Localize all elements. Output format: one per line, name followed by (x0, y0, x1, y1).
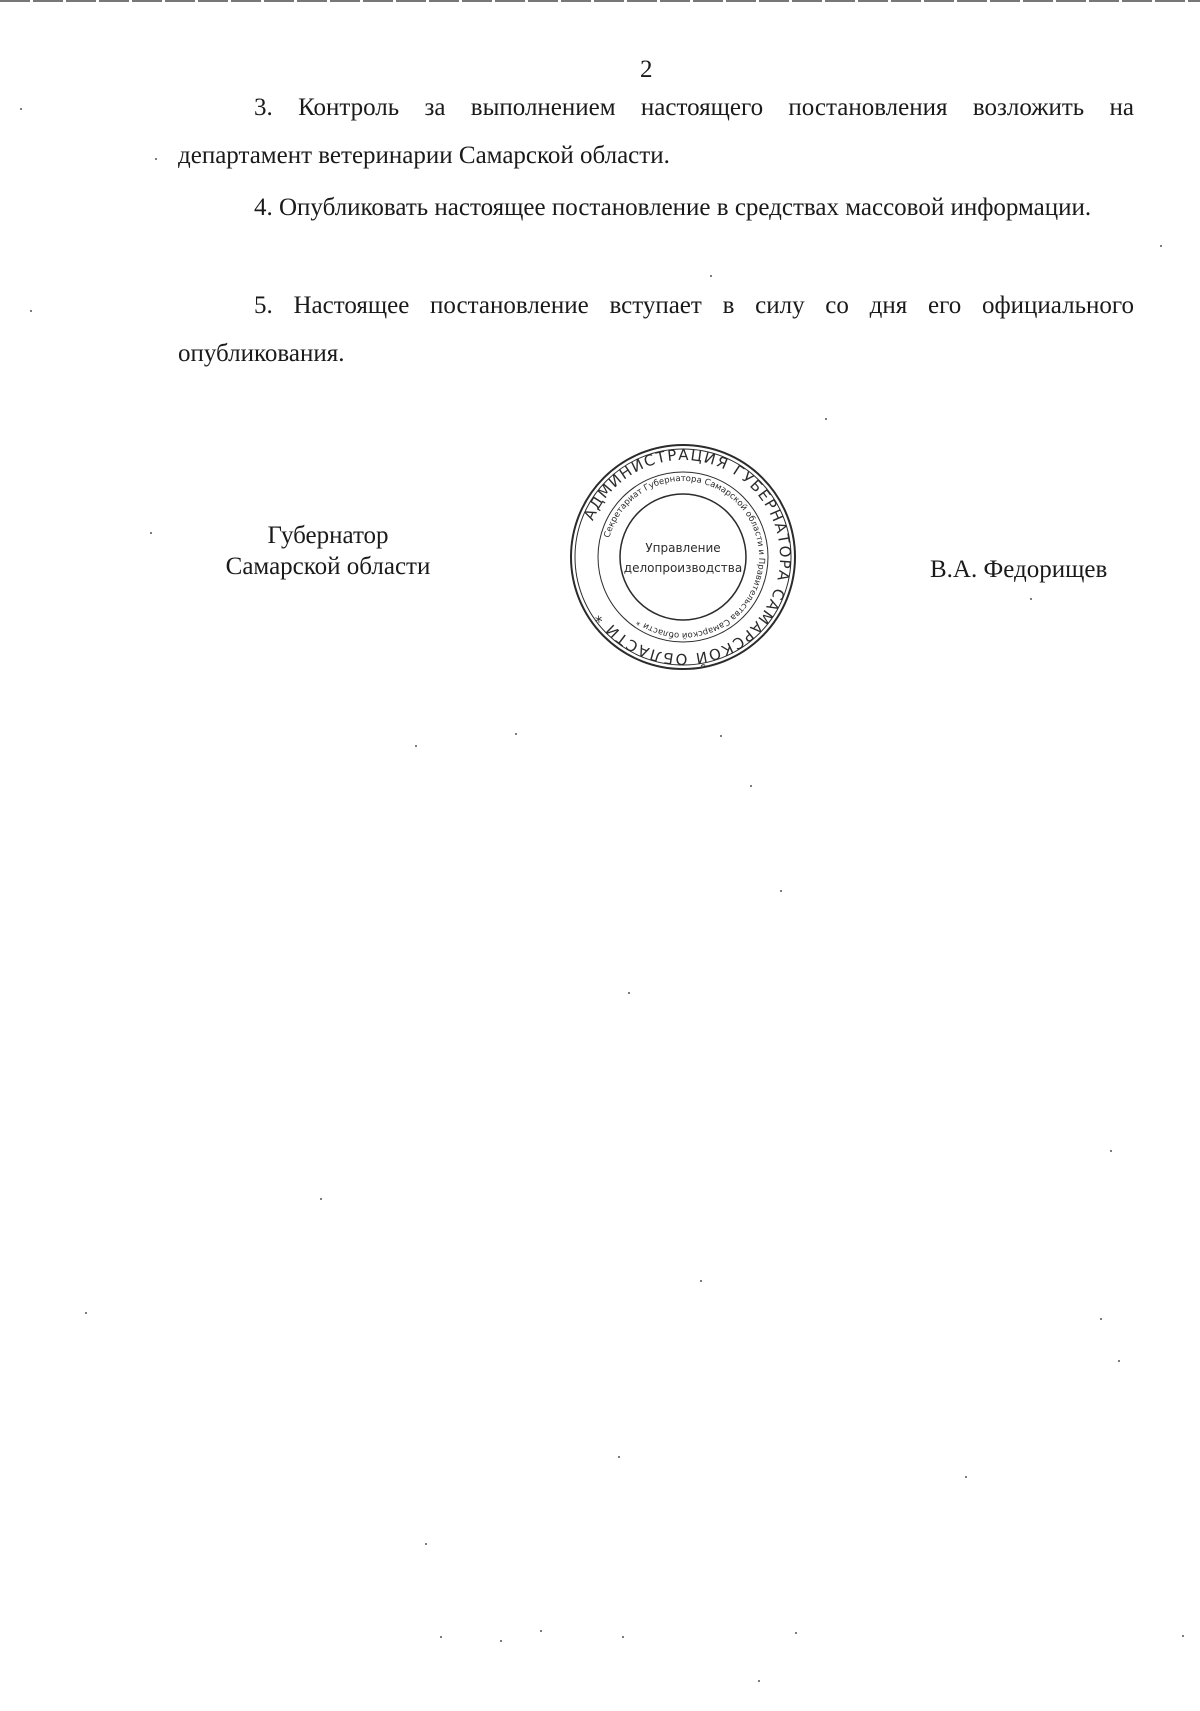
scan-speck (320, 1198, 322, 1200)
seal-middle-circle (598, 472, 768, 642)
paragraph-3 (178, 84, 1134, 180)
scan-speck (710, 275, 712, 277)
signatory-name: В.А. Федорищев (930, 556, 1108, 583)
signatory-position-line2: Самарской области (225, 553, 431, 580)
seal-inner-circle (620, 494, 746, 620)
signatory-position-line1: Губернатор (267, 522, 389, 549)
scan-speck (758, 1680, 760, 1682)
seal-center-line2: делопроизводства (623, 561, 743, 575)
scan-speck (425, 1543, 427, 1545)
scan-speck (965, 1476, 967, 1478)
scan-speck (795, 1632, 797, 1634)
scan-speck (85, 1312, 87, 1314)
scan-speck (150, 532, 152, 534)
official-seal (568, 442, 798, 672)
scan-speck (1182, 1635, 1184, 1637)
scan-speck (1030, 598, 1032, 600)
scan-speck (780, 890, 782, 892)
seal-graphic (568, 442, 798, 672)
scan-speck (540, 1630, 542, 1632)
signatory-position (208, 520, 448, 582)
scan-speck (720, 735, 722, 737)
paragraph-4 (178, 184, 1134, 232)
page-number: 2 (640, 56, 653, 83)
scan-speck (750, 785, 752, 787)
seal-middle-text: Секретариат Губернатора Самарской области и Правительства Самарской области * (602, 473, 767, 641)
scan-speck (628, 992, 630, 994)
scan-speck (415, 745, 417, 747)
scan-speck (20, 108, 22, 110)
scan-speck (825, 418, 827, 420)
top-border-line (0, 0, 1200, 2)
scan-speck (30, 310, 32, 312)
scan-speck (515, 733, 517, 735)
paragraph-3-text: 3. Контроль за выполнением настоящего постановления возложить на департамент ветеринарии Самарской области. (178, 94, 1134, 169)
paragraph-5 (178, 282, 1134, 378)
scan-speck (1118, 1360, 1120, 1362)
scan-speck (1160, 245, 1162, 247)
scan-speck (1100, 1318, 1102, 1320)
seal-center-line1: Управление (645, 541, 721, 555)
paragraph-5-text: 5. Настоящее постановление вступает в силу со дня его официального опубликования. (178, 292, 1134, 367)
scan-speck (700, 1280, 702, 1282)
scan-speck (618, 1456, 620, 1458)
scan-speck (1110, 1150, 1112, 1152)
scan-speck (500, 1640, 502, 1642)
scan-speck (155, 158, 157, 160)
scan-speck (622, 1636, 624, 1638)
paragraph-4-text: 4. Опубликовать настоящее постановление в средствах массовой информации. (254, 194, 1092, 221)
seal-outer-text: АДМИНИСТРАЦИЯ ГУБЕРНАТОРА САМАРСКОЙ ОБЛАСТИ * (579, 445, 795, 669)
scan-speck (440, 1636, 442, 1638)
